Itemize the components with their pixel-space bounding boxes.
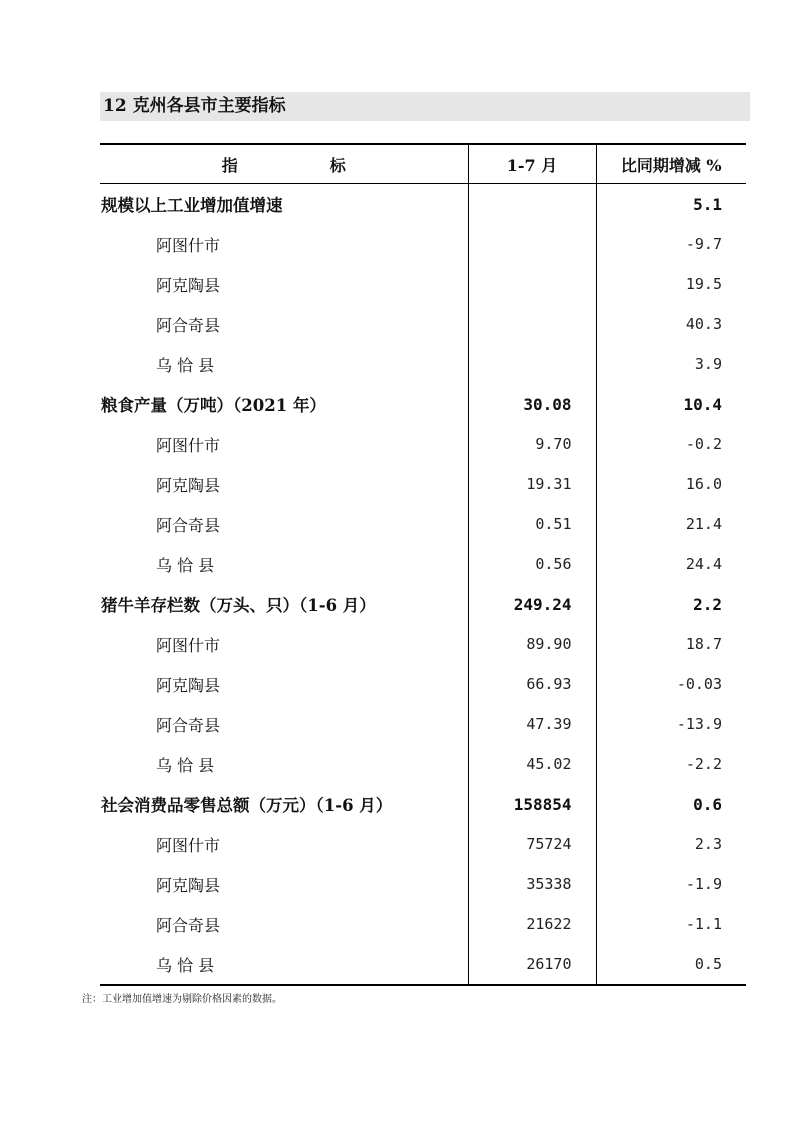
row-period-value: 158854 — [468, 784, 596, 824]
row-period-value: 0.56 — [468, 544, 596, 584]
row-name: 阿克陶县 — [100, 664, 468, 704]
footnote: 注：工业增加值增速为剔除价格因素的数据。 — [82, 994, 282, 1005]
table-row-sub — [100, 944, 746, 985]
indicator-table-container — [100, 143, 746, 986]
row-name: 乌 恰 县 — [100, 544, 468, 584]
row-name: 阿合奇县 — [100, 504, 468, 544]
row-change-value: -9.7 — [685, 235, 722, 253]
row-name: 阿图什市 — [100, 824, 468, 864]
header-period: 1-7 月 — [468, 144, 596, 184]
table-header-row — [100, 144, 746, 184]
row-period-value: 9.70 — [468, 424, 596, 464]
table-row-sub — [100, 824, 746, 864]
row-period-value: 89.90 — [468, 624, 596, 664]
row-change-value: 40.3 — [685, 315, 722, 333]
row-name: 阿克陶县 — [100, 464, 468, 504]
table-title: 12 克州各县市主要指标 — [100, 92, 750, 121]
table-row-main — [100, 584, 746, 624]
row-change-value: 16.0 — [685, 475, 722, 493]
table-row-sub — [100, 224, 746, 264]
table-body — [100, 184, 746, 986]
row-name: 粮食产量（万吨）（2021 年） — [100, 384, 468, 424]
row-change-value: 19.5 — [685, 275, 722, 293]
row-change-value: 21.4 — [685, 515, 722, 533]
indicator-table — [100, 143, 746, 986]
row-period-value — [468, 344, 596, 384]
row-change-value: -13.9 — [676, 715, 722, 733]
row-change-value: 3.9 — [694, 355, 722, 373]
row-period-value — [468, 224, 596, 264]
row-name: 阿合奇县 — [100, 704, 468, 744]
row-change-value: 2.3 — [694, 835, 722, 853]
row-change-value: 0.6 — [693, 794, 722, 814]
row-name: 阿图什市 — [100, 224, 468, 264]
row-change-value: 10.4 — [683, 394, 722, 414]
row-period-value: 19.31 — [468, 464, 596, 504]
row-name: 乌 恰 县 — [100, 344, 468, 384]
row-period-value — [468, 184, 596, 225]
row-change-value: 24.4 — [685, 555, 722, 573]
row-period-value: 30.08 — [468, 384, 596, 424]
table-row-sub — [100, 264, 746, 304]
table-row-sub — [100, 624, 746, 664]
row-period-value: 35338 — [468, 864, 596, 904]
header-indicator-a: 指 — [221, 155, 238, 175]
row-change-value: 18.7 — [685, 635, 722, 653]
row-period-value: 21622 — [468, 904, 596, 944]
row-change-value: -0.2 — [685, 435, 722, 453]
header-change: 比同期增减 % — [596, 144, 746, 184]
table-row-main — [100, 184, 746, 225]
row-change-value: -1.1 — [685, 915, 722, 933]
row-name: 社会消费品零售总额（万元）（1-6 月） — [100, 784, 468, 824]
row-change-value: 5.1 — [693, 194, 722, 214]
row-period-value: 249.24 — [468, 584, 596, 624]
row-period-value — [468, 264, 596, 304]
row-period-value: 45.02 — [468, 744, 596, 784]
row-change-value: -0.03 — [676, 675, 722, 693]
row-name: 阿图什市 — [100, 624, 468, 664]
table-row-sub — [100, 904, 746, 944]
row-name: 乌 恰 县 — [100, 944, 468, 985]
header-indicator — [100, 144, 468, 184]
table-row-sub — [100, 544, 746, 584]
row-period-value: 0.51 — [468, 504, 596, 544]
row-period-value: 26170 — [468, 944, 596, 985]
row-period-value: 66.93 — [468, 664, 596, 704]
table-row-sub — [100, 504, 746, 544]
row-name: 阿克陶县 — [100, 864, 468, 904]
table-row-sub — [100, 664, 746, 704]
row-change-value: -1.9 — [685, 875, 722, 893]
row-name: 猪牛羊存栏数（万头、只）（1-6 月） — [100, 584, 468, 624]
row-name: 阿克陶县 — [100, 264, 468, 304]
row-name: 阿合奇县 — [100, 304, 468, 344]
row-change-value: 0.5 — [694, 955, 722, 973]
table-row-main — [100, 784, 746, 824]
table-row-sub — [100, 864, 746, 904]
table-row-sub — [100, 704, 746, 744]
row-name: 阿图什市 — [100, 424, 468, 464]
table-row-sub — [100, 304, 746, 344]
row-period-value: 75724 — [468, 824, 596, 864]
table-row-sub — [100, 344, 746, 384]
row-change-value: -2.2 — [685, 755, 722, 773]
row-change-value: 2.2 — [693, 594, 722, 614]
row-period-value: 47.39 — [468, 704, 596, 744]
row-name: 乌 恰 县 — [100, 744, 468, 784]
row-name: 阿合奇县 — [100, 904, 468, 944]
row-period-value — [468, 304, 596, 344]
table-row-main — [100, 384, 746, 424]
table-row-sub — [100, 464, 746, 504]
table-row-sub — [100, 744, 746, 784]
header-indicator-b: 标 — [329, 155, 346, 175]
table-row-sub — [100, 424, 746, 464]
row-name: 规模以上工业增加值增速 — [100, 184, 468, 225]
